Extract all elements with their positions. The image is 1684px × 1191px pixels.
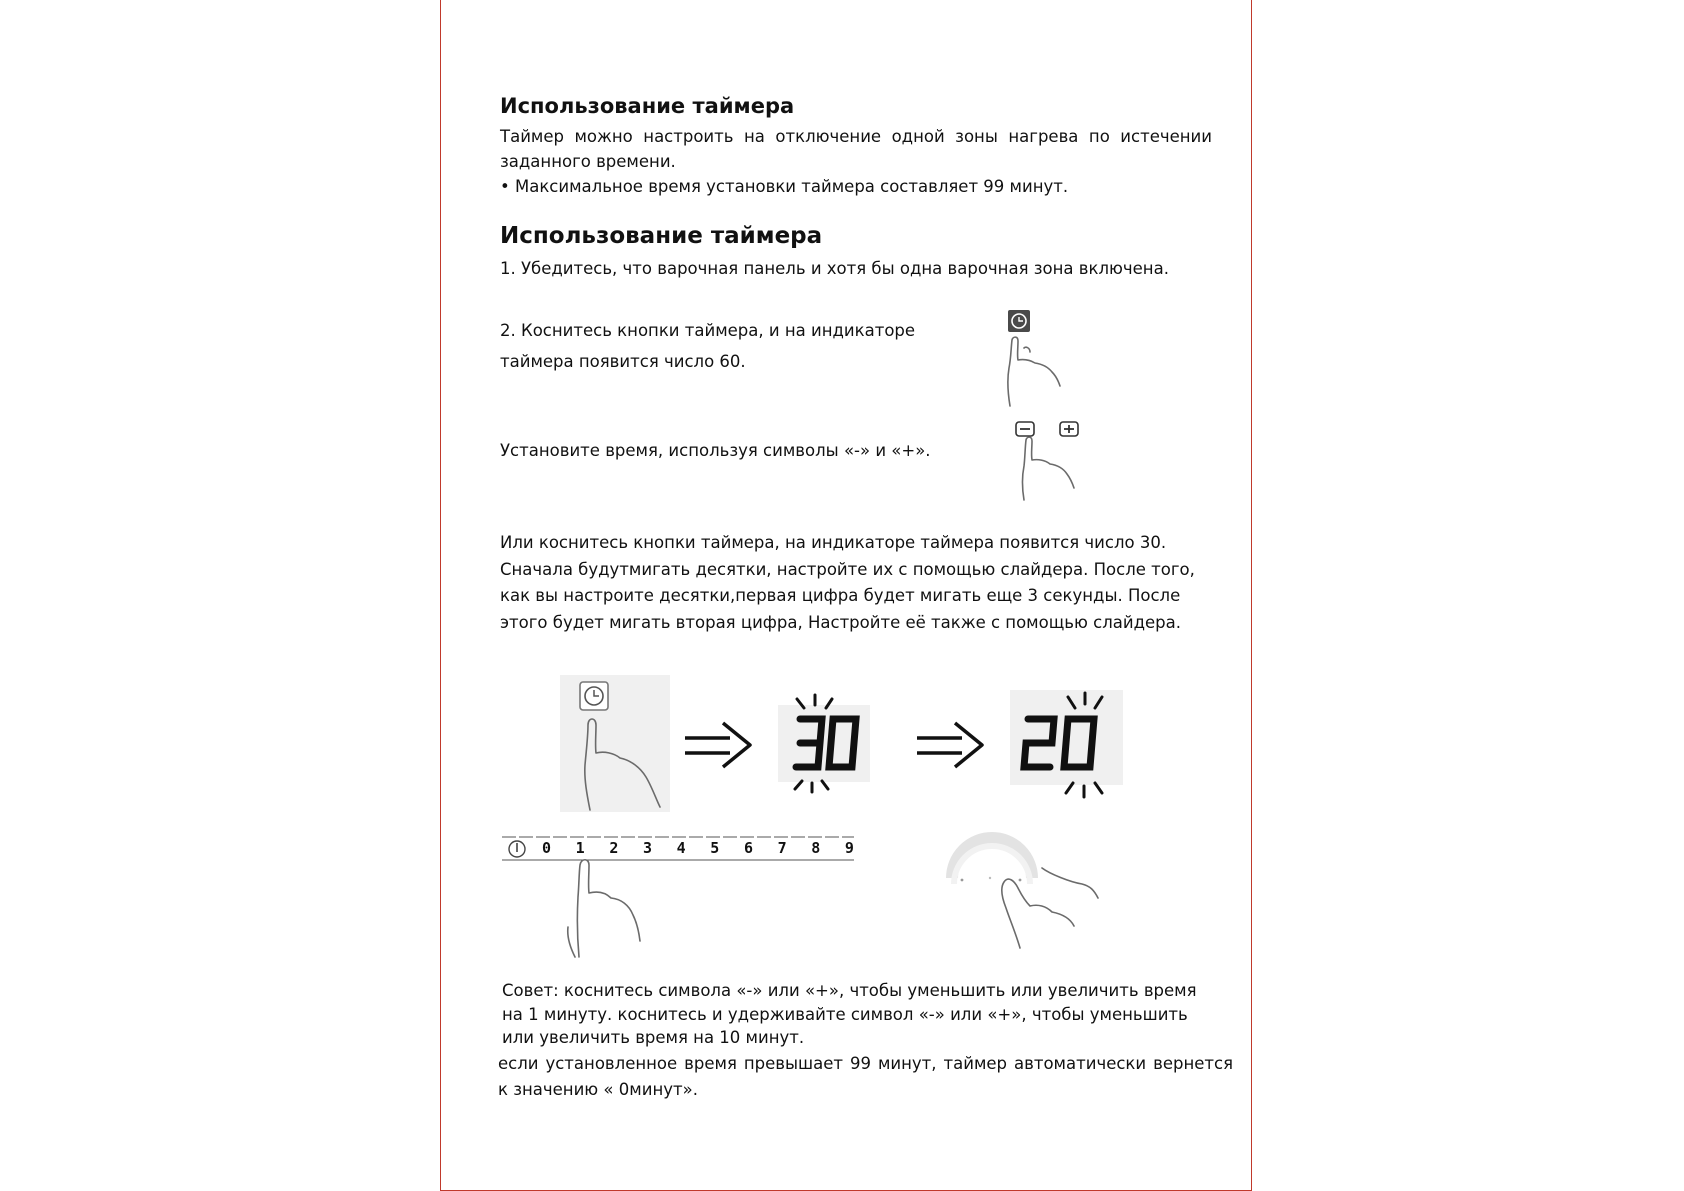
minus-icon xyxy=(1016,422,1034,436)
display-value-30: 30 xyxy=(815,811,817,812)
step-1-text: 1. Убедитесь, что варочная панель и хотя бы одна варочная зона включена. xyxy=(500,259,1169,278)
slider-number[interactable]: 3 xyxy=(642,839,652,857)
tip-line: Совет: коснитесь символа «-» или «+», чтобы уменьшить или увеличить время xyxy=(502,981,1197,1000)
arrow-right-icon xyxy=(685,723,750,767)
section-title-2: Использование таймера xyxy=(500,223,823,249)
timer-touch-illustration xyxy=(1000,308,1090,408)
bullet-icon: • xyxy=(500,177,510,196)
slider-number[interactable]: 7 xyxy=(777,839,787,857)
hand-pointer-icon xyxy=(1008,337,1060,406)
step-2-line-1: 2. Коснитесь кнопки таймера, и на индикаторе xyxy=(500,321,916,340)
tip-line: или увеличить время на 10 минут. xyxy=(502,1028,805,1047)
section-text-1: Таймер можно настроить на отключение одной зоны нагрева по истечении заданного времени. xyxy=(500,127,1212,171)
slider-number[interactable]: 5 xyxy=(710,839,720,857)
timer-icon xyxy=(1008,310,1030,332)
overflow-line: если установленное время превышает 99 минут, таймер автоматически вернется xyxy=(498,1054,1233,1073)
timer-sequence-illustration xyxy=(560,675,1160,815)
tips-block xyxy=(502,979,1197,1050)
display-value-20: 20 xyxy=(1065,811,1067,812)
circular-slider-illustration xyxy=(940,818,1150,968)
slider-touch-illustration xyxy=(565,855,675,965)
slider-bar[interactable] xyxy=(502,835,854,863)
power-icon xyxy=(509,841,525,857)
step-4-line: Или коснитесь кнопки таймера, на индикаторе таймера появится число 30. xyxy=(500,533,1167,552)
bullet-text: Максимальное время установки таймера составляет 99 минут. xyxy=(514,177,1069,196)
step-2-line-2: таймера появится число 60. xyxy=(500,352,746,371)
step-4-line: как вы настроите десятки,первая цифра будет мигать еще 3 секунды. После xyxy=(500,586,1181,605)
step-3-text: Установите время, используя символы «-» и «+». xyxy=(500,441,931,460)
slider-number[interactable]: 0 xyxy=(542,839,552,857)
slider-number[interactable]: 2 xyxy=(609,839,619,857)
slider-number[interactable]: 9 xyxy=(844,839,854,857)
timer-icon xyxy=(580,682,608,710)
minus-plus-touch-illustration xyxy=(1010,420,1120,505)
slider-number[interactable]: 1 xyxy=(575,839,585,857)
overflow-line: к значению « 0минут». xyxy=(498,1080,698,1099)
hand-pointer-icon xyxy=(1002,868,1098,948)
hand-pointer-icon xyxy=(1023,437,1075,500)
slider-number[interactable]: 4 xyxy=(676,839,686,857)
slider-number[interactable]: 8 xyxy=(811,839,821,857)
step-4-line: этого будет мигать вторая цифра, Настройте её также с помощью слайдера. xyxy=(500,612,1181,632)
tip-line: на 1 минуту. коснитесь и удерживайте символ «-» или «+», чтобы уменьшить xyxy=(502,1004,1188,1024)
step-4-line: Сначала будутмигать десятки, настройте их с помощью слайдера. После того, xyxy=(500,559,1195,579)
plus-icon xyxy=(1060,422,1078,436)
hand-pointer-icon xyxy=(568,860,640,957)
step-4-text xyxy=(500,530,1195,636)
overflow-note xyxy=(498,1051,1233,1103)
section-title-1: Использование таймера xyxy=(500,94,795,118)
bullet-item xyxy=(500,174,1068,199)
slider-number[interactable]: 6 xyxy=(743,839,753,857)
circular-slider-icon xyxy=(952,838,1032,884)
arrow-right-icon xyxy=(917,723,982,767)
